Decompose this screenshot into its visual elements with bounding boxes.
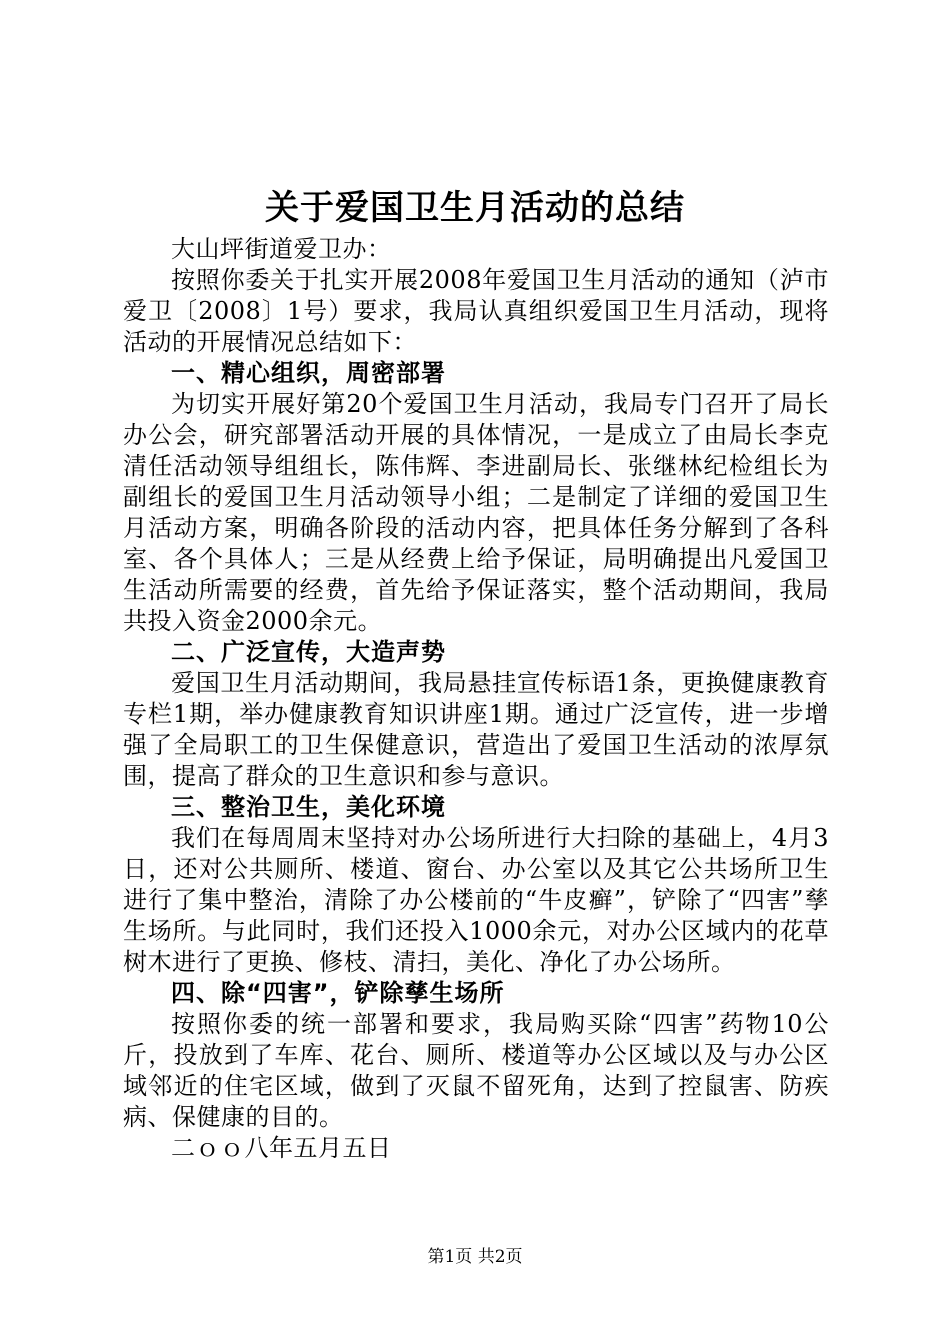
salutation: 大山坪街道爱卫办：: [171, 235, 392, 263]
document-date: 二ｏｏ八年五月五日: [171, 1134, 392, 1162]
section-heading-3: 三、整治卫生，美化环境: [171, 793, 446, 821]
section-heading-4: 四、除“四害”，铲除孳生场所: [171, 979, 505, 1007]
document-body: [123, 234, 829, 1164]
page-number-footer: 第1页 共2页: [427, 1247, 523, 1267]
section-heading-1: 一、精心组织，周密部署: [171, 359, 446, 387]
section-heading-2: 二、广泛宣传，大造声势: [171, 638, 446, 666]
section-paragraph-1: 为切实开展好第20个爱国卫生月活动，我局专门召开了局长办公会，研究部署活动开展的具体情况，一是成立了由局长李克清任活动领导组组长，陈伟辉、李进副局长、张继林纪检组长为副组长的爱国卫生月活动领导小组；二是制定了详细的爱国卫生月活动方案，明确各阶段的活动内容，把具体任务分解到了各科室、各个具体人；三是从经费上给予保证，局明确提出凡爱国卫生活动所需要的经费，首先给予保证落实，整个活动期间，我局共投入资金2000余元。: [123, 390, 829, 635]
intro-paragraph: 按照你委关于扎实开展2008年爱国卫生月活动的通知（泸市爱卫〔2008〕1号）要求，我局认真组织爱国卫生月活动，现将活动的开展情况总结如下：: [123, 266, 829, 356]
document-title: 关于爱国卫生月活动的总结: [265, 188, 685, 228]
section-paragraph-4: 按照你委的统一部署和要求，我局购买除“四害”药物10公斤，投放到了车库、花台、厕所、楼道等办公区域以及与办公区域邻近的住宅区域，做到了灭鼠不留死角，达到了控鼠害、防疾病、保健康的目的。: [123, 1010, 829, 1131]
section-paragraph-2: 爱国卫生月活动期间，我局悬挂宣传标语1条，更换健康教育专栏1期，举办健康教育知识讲座1期。通过广泛宣传，进一步增强了全局职工的卫生保健意识，营造出了爱国卫生活动的浓厚氛围，提高了群众的卫生意识和参与意识。: [123, 669, 829, 790]
section-paragraph-3: 我们在每周周末坚持对办公场所进行大扫除的基础上，4月3日，还对公共厕所、楼道、窗台、办公室以及其它公共场所卫生进行了集中整治，清除了办公楼前的“牛皮癣”，铲除了“四害”孳生场所。与此同时，我们还投入1000余元，对办公区域内的花草树木进行了更换、修枝、清扫，美化、净化了办公场所。: [123, 824, 829, 976]
